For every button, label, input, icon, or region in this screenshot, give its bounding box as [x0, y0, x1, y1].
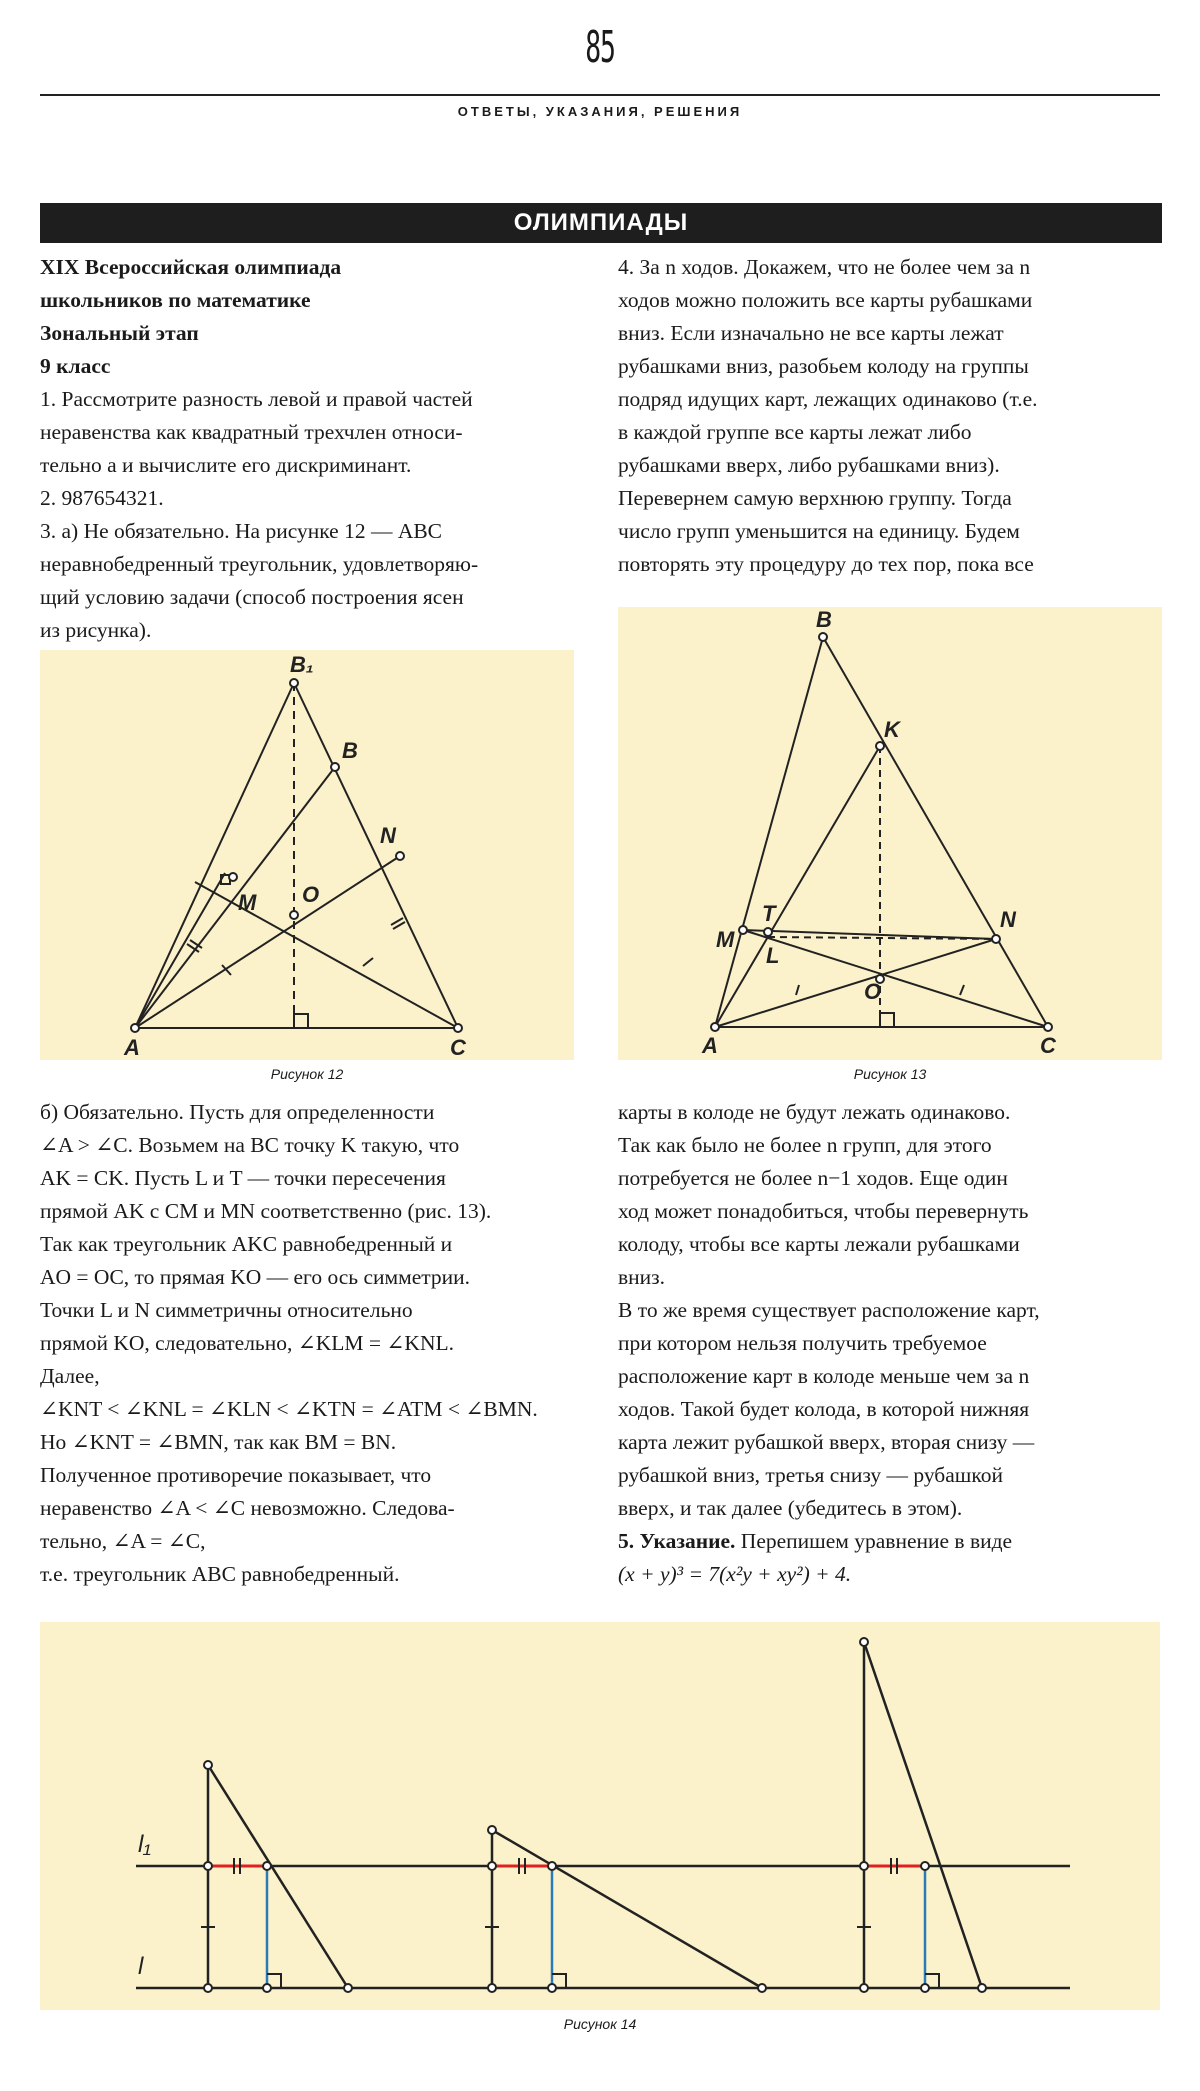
- text-line: ∠KNT < ∠KNL = ∠KLN < ∠KTN = ∠ATM < ∠BMN.: [40, 1397, 538, 1421]
- label-b: B: [342, 738, 358, 763]
- text-line: вниз. Если изначально не все карты лежат: [618, 321, 1004, 345]
- left-bottom-column: [40, 1096, 538, 1591]
- header-rule: [40, 94, 1160, 96]
- label-l: l: [138, 1953, 144, 1980]
- label-c: C: [450, 1035, 466, 1060]
- label-b1: B₁: [290, 652, 314, 677]
- figure-14-caption: Рисунок 14: [563, 2016, 637, 2032]
- figure-12: [40, 650, 574, 1060]
- label-m: M: [238, 890, 257, 915]
- text-line: ход может понадобиться, чтобы перевернуть: [618, 1199, 1029, 1223]
- segment-b1-c: [294, 683, 458, 1028]
- text-line: рубашками вниз, разобьем колоду на группы: [618, 354, 1029, 378]
- page-number: 85: [585, 22, 615, 73]
- text-line: неравенства как квадратный трехчлен относи-: [40, 420, 463, 444]
- grade-heading: 9 класс: [40, 354, 111, 378]
- text-line: колоду, чтобы все карты лежали рубашками: [618, 1232, 1020, 1256]
- text-line: неравнобедренный треугольник, удовлетворяю-: [40, 552, 479, 576]
- text-line: тельно, ∠A = ∠C,: [40, 1529, 206, 1553]
- text-line: Так как треугольник AKC равнобедренный и: [40, 1232, 453, 1256]
- text-line: повторять эту процедуру до тех пор, пока все: [618, 552, 1034, 576]
- olympiad-heading-1: XIX Всероссийская олимпиада: [40, 255, 342, 279]
- right-top-column: [618, 251, 1038, 581]
- text-line: Далее,: [40, 1364, 100, 1388]
- text-line: карта лежит рубашкой вверх, вторая снизу —: [618, 1430, 1035, 1454]
- text-line: AK = CK. Пусть L и T — точки пересечения: [40, 1166, 446, 1190]
- left-top-column: [40, 251, 478, 647]
- label-l1: l₁: [138, 1831, 151, 1858]
- text-line: 1. Рассмотрите разность левой и правой частей: [40, 387, 473, 411]
- running-title: ОТВЕТЫ, УКАЗАНИЯ, РЕШЕНИЯ: [457, 104, 743, 119]
- label-b: B: [816, 607, 832, 632]
- section-banner: ОЛИМПИАДЫ: [40, 203, 1162, 243]
- segment-b-c: [823, 637, 1048, 1027]
- segment-a-k: [715, 746, 880, 1027]
- label-m: M: [716, 927, 735, 952]
- label-o: O: [864, 979, 882, 1004]
- right-angle-mark: [294, 1014, 308, 1028]
- figure-14: [40, 1622, 1160, 2010]
- right-angle-mark: [880, 1013, 894, 1027]
- text-line: при котором нельзя получить требуемое: [618, 1331, 987, 1355]
- text-line: ходов. Такой будет колода, в которой нижняя: [618, 1397, 1030, 1421]
- text-line: Точки L и N симметричны относительно: [40, 1298, 413, 1322]
- figure-12-drawing: [40, 650, 574, 1060]
- hint-number: 5.: [618, 1529, 635, 1553]
- text-line: Так как было не более n групп, для этого: [618, 1133, 992, 1157]
- label-c: C: [1040, 1033, 1056, 1058]
- figure-14-drawing: [40, 1622, 1160, 2010]
- text-line: 2. 987654321.: [40, 486, 164, 510]
- hint-label: Указание.: [639, 1529, 736, 1553]
- label-t: T: [762, 901, 776, 926]
- text-line: прямой KO, следовательно, ∠KLM = ∠KNL.: [40, 1331, 454, 1355]
- text-line: т.е. треугольник ABC равнобедренный.: [40, 1562, 400, 1586]
- label-o: O: [302, 882, 320, 907]
- figure-13-caption: Рисунок 13: [853, 1066, 927, 1082]
- label-l: L: [766, 943, 780, 968]
- segment-a-p: [135, 873, 225, 1028]
- label-k: K: [884, 717, 900, 742]
- segment-m-c: [743, 930, 1048, 1027]
- text-line: вниз.: [618, 1265, 666, 1289]
- text-line: неравенство ∠A < ∠C невозможно. Следова-: [40, 1496, 455, 1520]
- hint-line: [618, 1525, 1040, 1558]
- label-a: A: [702, 1033, 718, 1058]
- text-line: расположение карт в колоде меньше чем за n: [618, 1364, 1030, 1388]
- label-a: A: [124, 1035, 140, 1060]
- text-line: число групп уменьшится на единицу. Будем: [618, 519, 1020, 543]
- text-line: рубашками вверх, либо рубашками вниз).: [618, 453, 1000, 477]
- olympiad-heading-2: школьников по математике: [40, 288, 311, 312]
- olympiad-heading-3: Зональный этап: [40, 321, 199, 345]
- text-line: прямой AK с CM и MN соответственно (рис. 13).: [40, 1199, 492, 1223]
- text-line: щий условию задачи (способ построения ясен: [40, 585, 464, 609]
- text-line: 4. За n ходов. Докажем, что не более чем за n: [618, 255, 1031, 279]
- segment-a-b: [715, 637, 823, 1027]
- label-n: N: [1000, 907, 1016, 932]
- label-n: N: [380, 823, 396, 848]
- text-line: рубашкой вниз, третья снизу — рубашкой: [618, 1463, 1003, 1487]
- equation: (x + y)³ = 7(x²y + xy²) + 4.: [618, 1562, 852, 1586]
- text-line: 3. а) Не обязательно. На рисунке 12 — ABC: [40, 519, 443, 543]
- figure-13: [618, 607, 1162, 1060]
- text-line: из рисунка).: [40, 618, 152, 642]
- text-line: б) Обязательно. Пусть для определенности: [40, 1100, 435, 1124]
- figure-12-caption: Рисунок 12: [270, 1066, 344, 1082]
- text-line: тельно a и вычислите его дискриминант.: [40, 453, 412, 477]
- text-line: вверх, и так далее (убедитесь в этом).: [618, 1496, 963, 1520]
- text-line: Перевернем самую верхнюю группу. Тогда: [618, 486, 1012, 510]
- text-line: Но ∠KNT = ∠BMN, так как BM = BN.: [40, 1430, 397, 1454]
- text-line: ходов можно положить все карты рубашками: [618, 288, 1033, 312]
- text-line: в каждой группе все карты лежат либо: [618, 420, 972, 444]
- text-line: подряд идущих карт, лежащих одинаково (т.е.: [618, 387, 1038, 411]
- right-bottom-column: [618, 1096, 1040, 1591]
- text-line: Полученное противоречие показывает, что: [40, 1463, 432, 1487]
- figure-13-drawing: [618, 607, 1162, 1060]
- text-line: карты в колоде не будут лежать одинаково.: [618, 1100, 1011, 1124]
- text-line: AO = OC, то прямая KO — его ось симметрии.: [40, 1265, 471, 1289]
- segment-a-n: [715, 939, 996, 1027]
- text-line: ∠A > ∠C. Возьмем на BC точку K такую, что: [40, 1133, 460, 1157]
- text-line: В то же время существует расположение карт,: [618, 1298, 1040, 1322]
- text-line: потребуется не более n−1 ходов. Еще один: [618, 1166, 1008, 1190]
- hint-text: Перепишем уравнение в виде: [740, 1529, 1013, 1553]
